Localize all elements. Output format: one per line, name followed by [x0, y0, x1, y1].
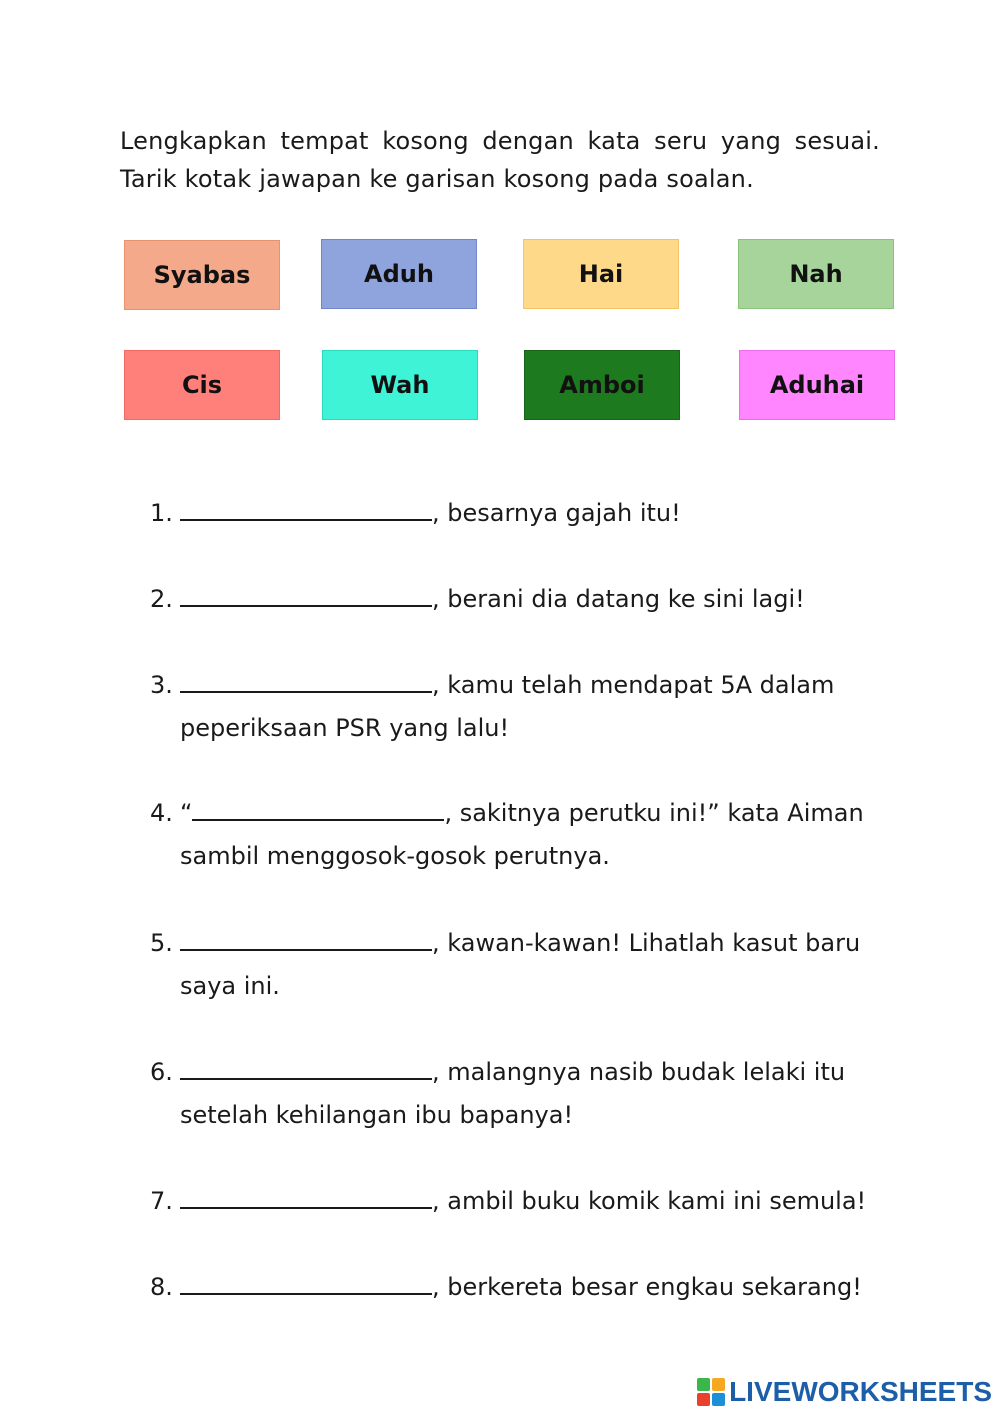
answer-box-aduh[interactable]: [321, 239, 477, 309]
answer-label: Hai: [578, 260, 624, 288]
question-number: 1.: [150, 499, 173, 527]
question-number: 8.: [150, 1273, 173, 1301]
answer-blank-6[interactable]: [180, 1054, 432, 1080]
question-8: [150, 1266, 910, 1309]
question-continuation: sambil menggosok-gosok perutnya.: [180, 842, 610, 870]
answer-box-amboi[interactable]: [524, 350, 680, 420]
answer-label: Amboi: [559, 371, 645, 399]
brand-wordmark: LIVEWORKSHEETS: [729, 1376, 992, 1407]
question-continuation: peperiksaan PSR yang lalu!: [180, 714, 510, 742]
question-text: , berani dia datang ke sini lagi!: [432, 585, 805, 613]
question-4: [150, 792, 910, 878]
question-3: [150, 664, 910, 750]
logo-square: [697, 1393, 710, 1406]
question-text: , malangnya nasib budak lelaki itu: [432, 1058, 846, 1086]
question-2: [150, 578, 910, 621]
answer-label: Aduhai: [769, 371, 865, 399]
answer-box-nah[interactable]: [738, 239, 894, 309]
question-text: , berkereta besar engkau sekarang!: [432, 1273, 862, 1301]
answer-box-syabas[interactable]: [124, 240, 280, 310]
question-number: 6.: [150, 1058, 173, 1086]
liveworksheets-logo-icon: [697, 1378, 725, 1406]
answer-blank-4[interactable]: [192, 795, 444, 821]
question-number: 5.: [150, 929, 173, 957]
answer-label: Syabas: [153, 261, 251, 289]
question-text: , kamu telah mendapat 5A dalam: [432, 671, 835, 699]
question-text: , besarnya gajah itu!: [432, 499, 681, 527]
answer-blank-1[interactable]: [180, 495, 432, 521]
logo-square: [712, 1393, 725, 1406]
answer-label: Aduh: [364, 260, 434, 288]
question-5: [150, 922, 910, 1008]
question-6: [150, 1051, 910, 1137]
logo-square: [697, 1378, 710, 1391]
instructions: [120, 122, 880, 198]
logo-square: [712, 1378, 725, 1391]
question-number: 7.: [150, 1187, 173, 1215]
answer-blank-2[interactable]: [180, 581, 432, 607]
answer-label: Cis: [181, 371, 223, 399]
answer-label: Nah: [789, 260, 843, 288]
liveworksheets-brand[interactable]: [697, 1372, 992, 1412]
question-text: , sakitnya perutku ini!” kata Aiman: [444, 799, 864, 827]
answer-label: Wah: [370, 371, 430, 399]
answer-box-hai[interactable]: [523, 239, 679, 309]
question-number: 3.: [150, 671, 173, 699]
question-continuation: saya ini.: [180, 972, 280, 1000]
answer-box-cis[interactable]: [124, 350, 280, 420]
question-number: 2.: [150, 585, 173, 613]
answer-box-wah[interactable]: [322, 350, 478, 420]
answer-blank-7[interactable]: [180, 1183, 432, 1209]
question-text: , ambil buku komik kami ini semula!: [432, 1187, 867, 1215]
question-text: , kawan-kawan! Lihatlah kasut baru: [432, 929, 861, 957]
answer-blank-3[interactable]: [180, 667, 432, 693]
question-number: 4.: [150, 799, 173, 827]
answer-blank-8[interactable]: [180, 1269, 432, 1295]
answer-blank-5[interactable]: [180, 925, 432, 951]
answer-box-aduhai[interactable]: [739, 350, 895, 420]
question-1: [150, 492, 910, 535]
instruction-line-1: Lengkapkan tempat kosong dengan kata seru yang sesuai.: [120, 127, 880, 155]
question-prefix: “: [180, 799, 193, 827]
question-7: [150, 1180, 910, 1223]
instruction-line-2: Tarik kotak jawapan ke garisan kosong pada soalan.: [120, 165, 754, 193]
question-continuation: setelah kehilangan ibu bapanya!: [180, 1101, 574, 1129]
